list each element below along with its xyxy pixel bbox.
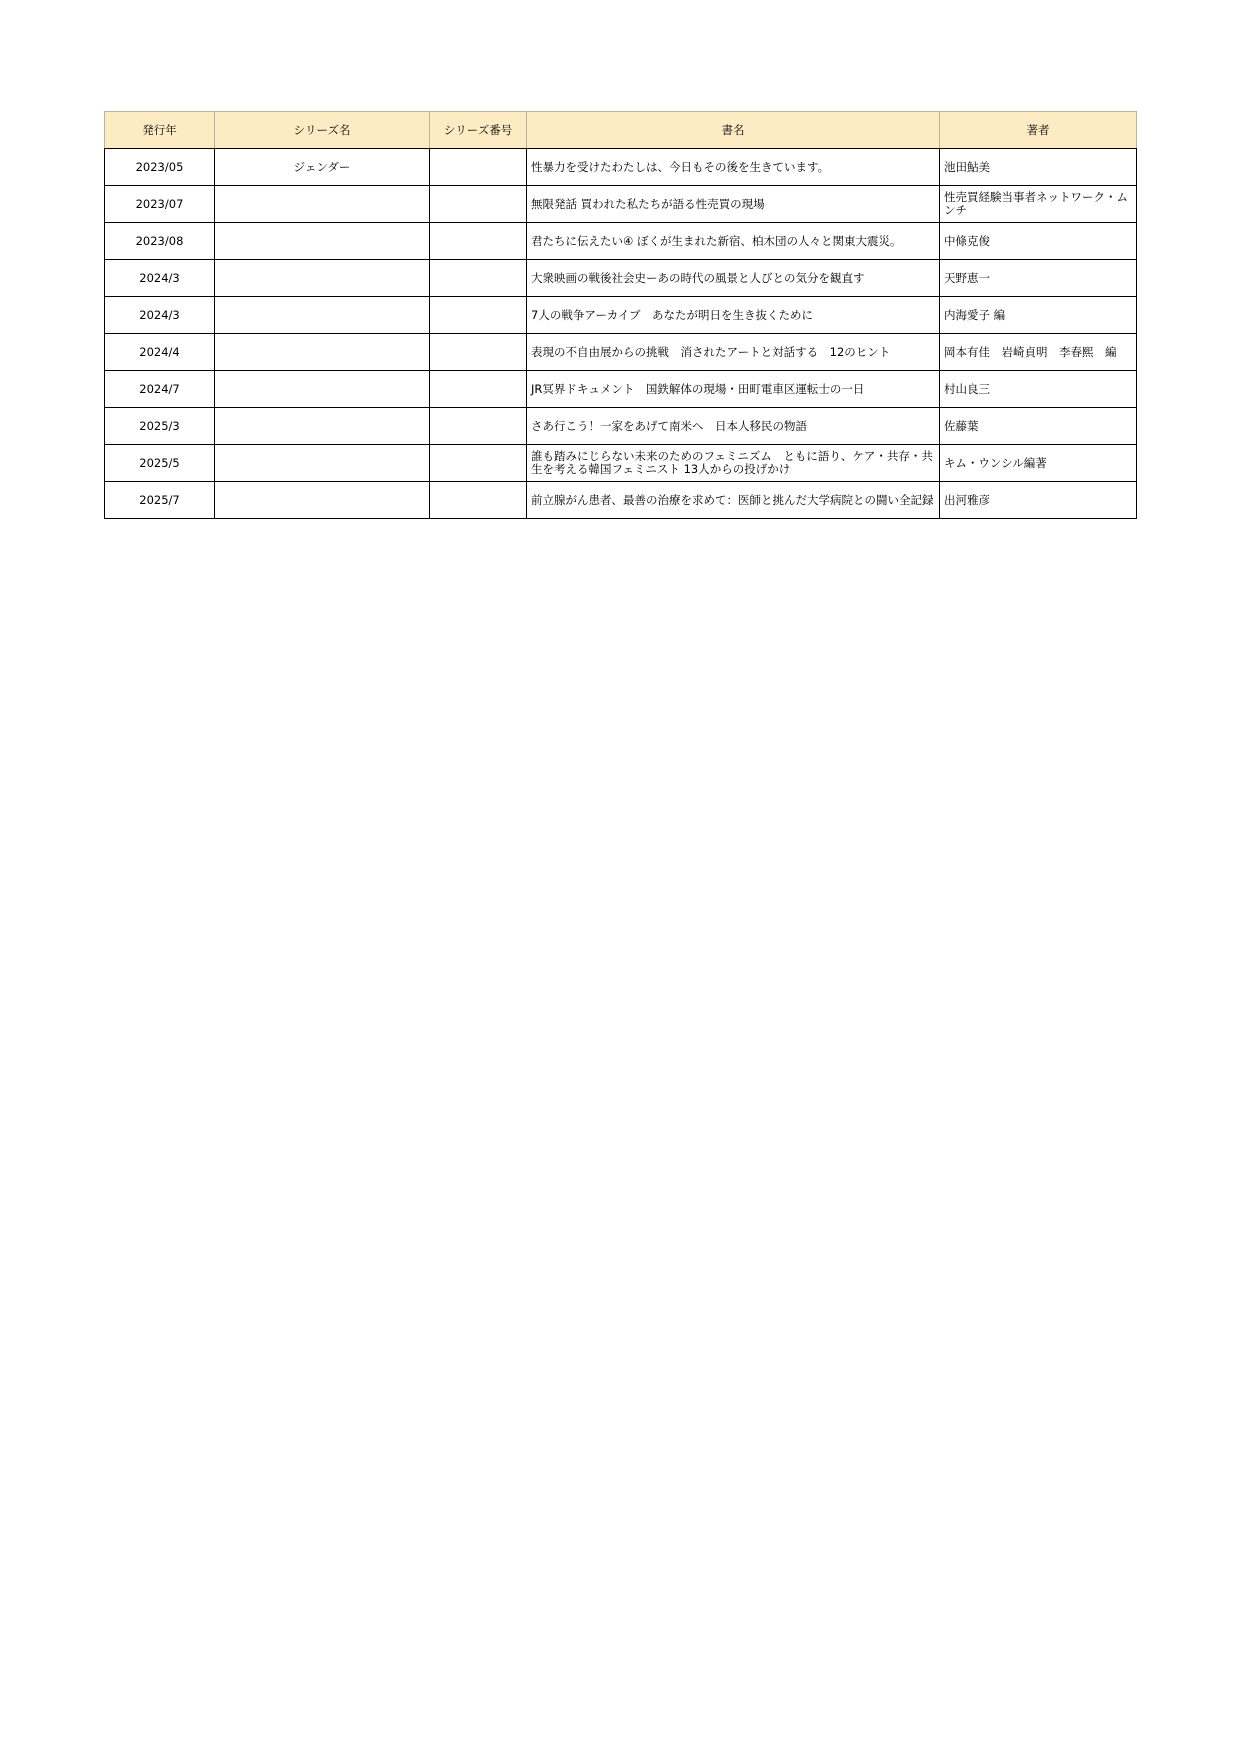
cell-series bbox=[215, 260, 430, 297]
cell-series bbox=[215, 297, 430, 334]
cell-series-number bbox=[430, 371, 527, 408]
cell-date: 2025/7 bbox=[105, 482, 215, 519]
table-row bbox=[105, 297, 1137, 334]
cell-author: 性売買経験当事者ネットワーク・ムンチ bbox=[940, 186, 1137, 223]
cell-date: 2024/7 bbox=[105, 371, 215, 408]
table-row bbox=[105, 223, 1137, 260]
book-list-table bbox=[104, 111, 1137, 519]
table-row bbox=[105, 260, 1137, 297]
cell-series-number bbox=[430, 149, 527, 186]
cell-date: 2023/08 bbox=[105, 223, 215, 260]
cell-author: 内海愛子 編 bbox=[940, 297, 1137, 334]
table-row bbox=[105, 445, 1137, 482]
table-header-row bbox=[105, 112, 1137, 149]
table-row bbox=[105, 186, 1137, 223]
cell-date: 2025/3 bbox=[105, 408, 215, 445]
cell-title: 誰も踏みにじらない未来のためのフェミニズム ともに語り、ケア・共存・共生を考える韓国フェミニスト 13人からの投げかけ bbox=[527, 445, 940, 482]
cell-author: 村山良三 bbox=[940, 371, 1137, 408]
cell-date: 2024/3 bbox=[105, 260, 215, 297]
cell-series-number bbox=[430, 223, 527, 260]
cell-series-number bbox=[430, 482, 527, 519]
cell-title: 君たちに伝えたい④ ぼくが生まれた新宿、柏木団の人々と関東大震災。 bbox=[527, 223, 940, 260]
cell-series bbox=[215, 482, 430, 519]
cell-title: 無限発話 買われた私たちが語る性売買の現場 bbox=[527, 186, 940, 223]
cell-title: 大衆映画の戦後社会史ーあの時代の風景と人びとの気分を観直す bbox=[527, 260, 940, 297]
cell-series bbox=[215, 186, 430, 223]
header-series-number: シリーズ番号 bbox=[430, 112, 527, 149]
cell-series-number bbox=[430, 297, 527, 334]
cell-series-number bbox=[430, 260, 527, 297]
cell-author: 天野恵一 bbox=[940, 260, 1137, 297]
cell-series-number bbox=[430, 334, 527, 371]
cell-date: 2023/07 bbox=[105, 186, 215, 223]
cell-series-number bbox=[430, 445, 527, 482]
cell-series bbox=[215, 334, 430, 371]
header-author: 著者 bbox=[940, 112, 1137, 149]
cell-series-number bbox=[430, 408, 527, 445]
cell-author: キム・ウンシル編著 bbox=[940, 445, 1137, 482]
header-book-title: 書名 bbox=[527, 112, 940, 149]
cell-date: 2025/5 bbox=[105, 445, 215, 482]
cell-title: 性暴力を受けたわたしは、今日もその後を生きています。 bbox=[527, 149, 940, 186]
table-row bbox=[105, 334, 1137, 371]
cell-series-number bbox=[430, 186, 527, 223]
cell-title: 7人の戦争アーカイブ あなたが明日を生き抜くために bbox=[527, 297, 940, 334]
cell-series bbox=[215, 223, 430, 260]
cell-date: 2024/3 bbox=[105, 297, 215, 334]
table-row bbox=[105, 149, 1137, 186]
cell-author: 中條克俊 bbox=[940, 223, 1137, 260]
cell-title: さあ行こう！一家をあげて南米へ 日本人移民の物語 bbox=[527, 408, 940, 445]
cell-series bbox=[215, 445, 430, 482]
cell-title: JR冥界ドキュメント 国鉄解体の現場・田町電車区運転士の一日 bbox=[527, 371, 940, 408]
cell-series bbox=[215, 408, 430, 445]
cell-date: 2023/05 bbox=[105, 149, 215, 186]
cell-author: 出河雅彦 bbox=[940, 482, 1137, 519]
cell-series: ジェンダー bbox=[215, 149, 430, 186]
cell-author: 佐藤葉 bbox=[940, 408, 1137, 445]
header-series-name: シリーズ名 bbox=[215, 112, 430, 149]
table-row bbox=[105, 482, 1137, 519]
cell-title: 前立腺がん患者、最善の治療を求めて：医師と挑んだ大学病院との闘い全記録 bbox=[527, 482, 940, 519]
cell-date: 2024/4 bbox=[105, 334, 215, 371]
header-publication-date: 発行年 bbox=[105, 112, 215, 149]
cell-title: 表現の不自由展からの挑戦 消されたアートと対話する 12のヒント bbox=[527, 334, 940, 371]
cell-author: 岡本有佳 岩崎貞明 李春熙 編 bbox=[940, 334, 1137, 371]
cell-series bbox=[215, 371, 430, 408]
table-row bbox=[105, 371, 1137, 408]
cell-author: 池田鮎美 bbox=[940, 149, 1137, 186]
table-row bbox=[105, 408, 1137, 445]
